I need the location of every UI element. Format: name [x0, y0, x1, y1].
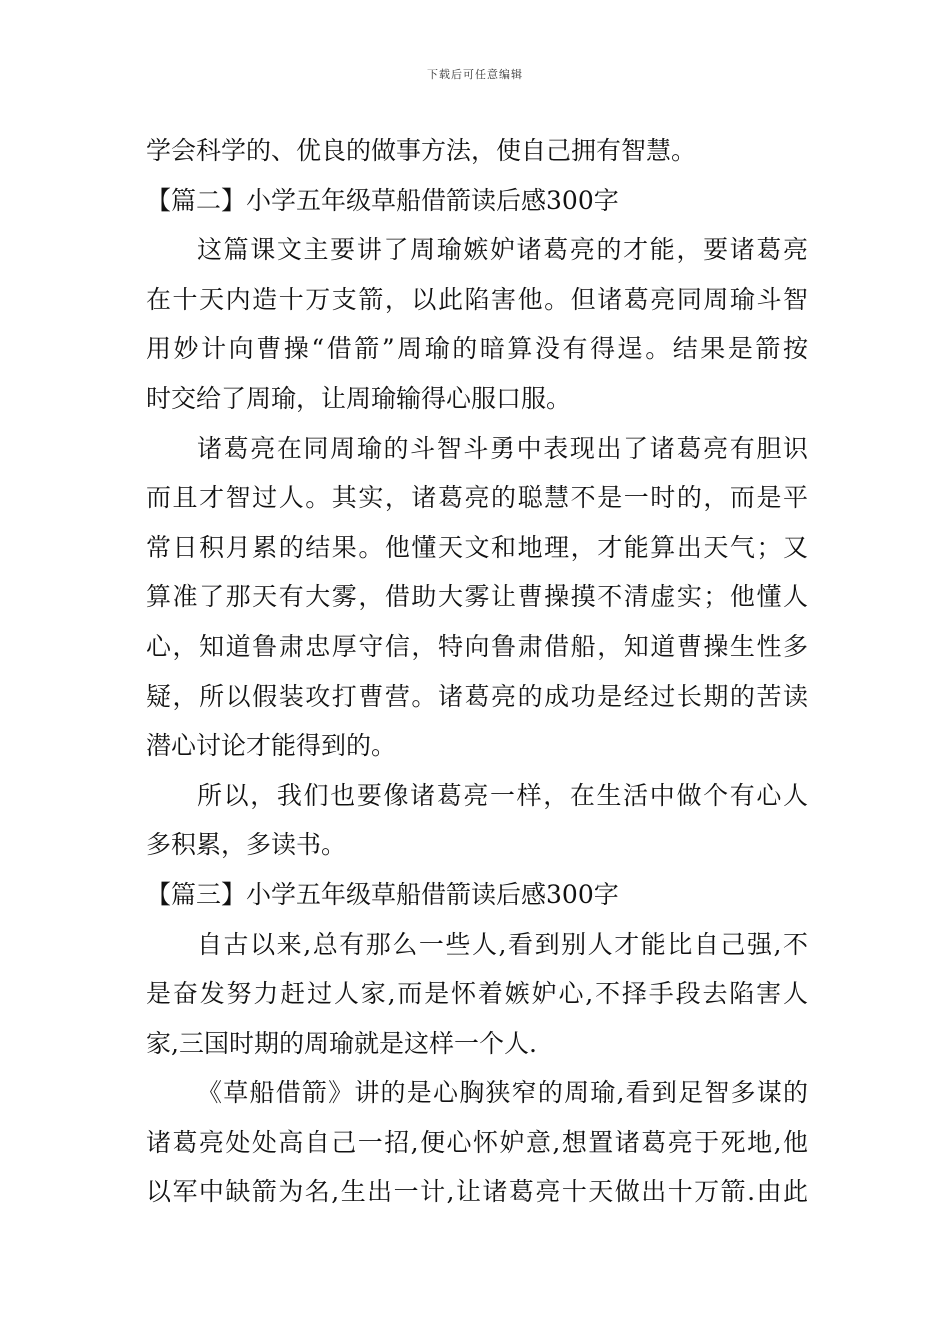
text-line: 潜心讨论才能得到的。: [146, 731, 397, 761]
text-line: 时交给了周瑜，让周瑜输得心服口服。: [146, 383, 572, 413]
text-line: 所以，我们也要像诸葛亮一样，在生活中做个有心人: [197, 780, 808, 810]
text-line: 以军中缺箭为名,生出一计,让诸葛亮十天做出十万箭.由此: [146, 1177, 808, 1207]
text-line: 《草船借箭》讲的是心胸狭窄的周瑜,看到足智多谋的: [197, 1078, 808, 1108]
document-body: [146, 126, 808, 1217]
text-line: 用妙计向曹操“借箭”周瑜的暗算没有得逞。结果是箭按: [146, 334, 808, 364]
header-note: 下载后可任意编辑: [427, 68, 523, 81]
text-line: 诸葛亮处处高自己一招,便心怀妒意,想置诸葛亮于死地,他: [146, 1127, 808, 1157]
section-heading: 【篇二】小学五年级草船借箭读后感300字: [146, 185, 619, 215]
text-line: 学会科学的、优良的做事方法，使自己拥有智慧。: [146, 136, 697, 165]
text-line: 是奋发努力赶过人家,而是怀着嫉妒心,不择手段去陷害人: [146, 979, 808, 1009]
text-line: 多积累，多读书。: [146, 830, 347, 860]
text-line: 而且才智过人。其实，诸葛亮的聪慧不是一时的，而是平: [146, 483, 808, 513]
text-line: 家,三国时期的周瑜就是这样一个人.: [146, 1028, 537, 1058]
text-line: 常日积月累的结果。他懂天文和地理，才能算出天气；又: [146, 532, 808, 562]
text-line: 自古以来,总有那么一些人,看到别人才能比自己强,不: [197, 929, 808, 959]
text-line: 疑，所以假装攻打曹营。诸葛亮的成功是经过长期的苦读: [146, 681, 808, 711]
text-line: 诸葛亮在同周瑜的斗智斗勇中表现出了诸葛亮有胆识: [197, 433, 808, 463]
text-line: 这篇课文主要讲了周瑜嫉妒诸葛亮的才能，要诸葛亮: [197, 235, 808, 265]
text-line: 在十天内造十万支箭，以此陷害他。但诸葛亮同周瑜斗智: [146, 284, 808, 314]
section-heading: 【篇三】小学五年级草船借箭读后感300字: [146, 879, 619, 909]
text-line: 算准了那天有大雾，借助大雾让曹操摸不清虚实；他懂人: [146, 582, 808, 612]
text-line: 心，知道鲁肃忠厚守信，特向鲁肃借船，知道曹操生性多: [146, 631, 808, 661]
